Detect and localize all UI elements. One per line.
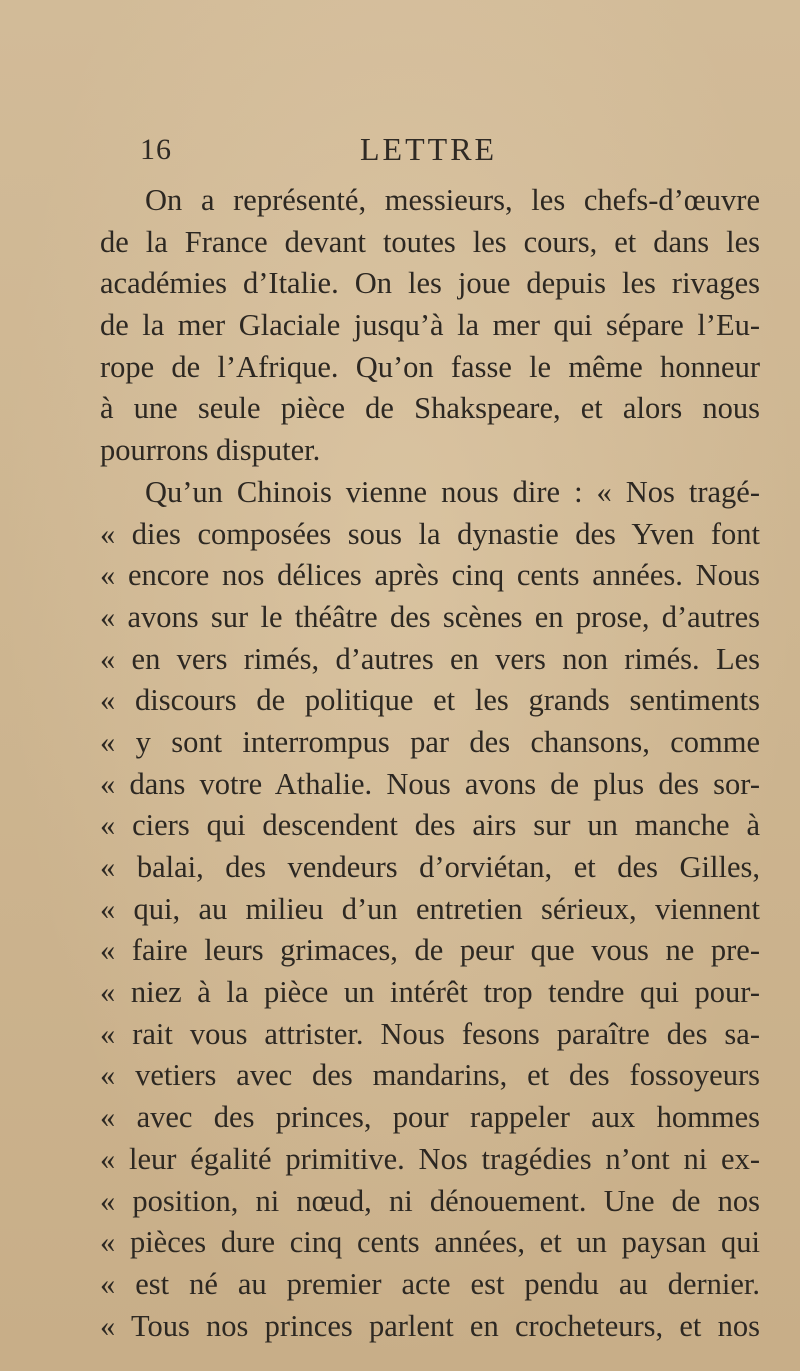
text-line: « dies composées sous la dynastie des Yven font (100, 516, 760, 551)
running-title: LETTRE (360, 131, 498, 167)
text-line: Qu’un Chinois vienne nous dire : « Nos tragé- (145, 474, 760, 509)
text-line: « dans votre Athalie. Nous avons de plus des sor- (100, 766, 760, 801)
text-line: « faire leurs grimaces, de peur que vous ne pre- (100, 933, 760, 968)
text-line: « avons sur le théâtre des scènes en prose, d’autres (100, 599, 760, 634)
text-line: « encore nos délices après cinq cents années. Nous (100, 558, 760, 593)
text-line: « vetiers avec des mandarins, et des fossoyeurs (100, 1058, 760, 1093)
text-line: « y sont interrompus par des chansons, comme (100, 724, 760, 759)
text-line: « position, ni nœud, ni dénouement. Une de nos (100, 1183, 760, 1218)
text-line: « discours de politique et les grands sentiments (100, 683, 760, 718)
text-line: « Tous nos princes parlent en crocheteurs, et nos (100, 1308, 760, 1343)
text-line: On a représenté, messieurs, les chefs-d’œuvre (145, 183, 760, 217)
body-text (100, 180, 760, 1347)
text-line: « rait vous attrister. Nous fesons paraître des sa- (100, 1016, 760, 1051)
text-line: « leur égalité primitive. Nos tragédies n’ont ni ex- (100, 1141, 760, 1176)
text-line: pourrons disputer. (100, 433, 321, 468)
text-line: « pièces dure cinq cents années, et un paysan qui (100, 1225, 760, 1260)
text-line: académies d’Italie. On les joue depuis les rivages (100, 266, 760, 301)
text-line: rope de l’Afrique. Qu’on fasse le même honneur (100, 349, 760, 384)
text-line: « niez à la pièce un intérêt trop tendre qui pour- (100, 975, 760, 1010)
text-line: « qui, au milieu d’un entretien sérieux, viennent (100, 891, 760, 926)
text-line: « avec des princes, pour rappeler aux hommes (100, 1100, 760, 1135)
text-line: « en vers rimés, d’autres en vers non rimés. Les (100, 641, 760, 676)
text-line: « est né au premier acte est pendu au dernier. (100, 1266, 760, 1301)
text-line: de la mer Glaciale jusqu’à la mer qui sépare l’Eu- (100, 308, 760, 343)
page-number: 16 (140, 133, 172, 166)
text-line: à une seule pièce de Shakspeare, et alors nous (100, 391, 760, 426)
text-line: « balai, des vendeurs d’orviétan, et des Gilles, (100, 850, 760, 884)
text-line: de la France devant toutes les cours, et dans les (100, 224, 760, 259)
text-line: « ciers qui descendent des airs sur un manche à (100, 808, 760, 843)
